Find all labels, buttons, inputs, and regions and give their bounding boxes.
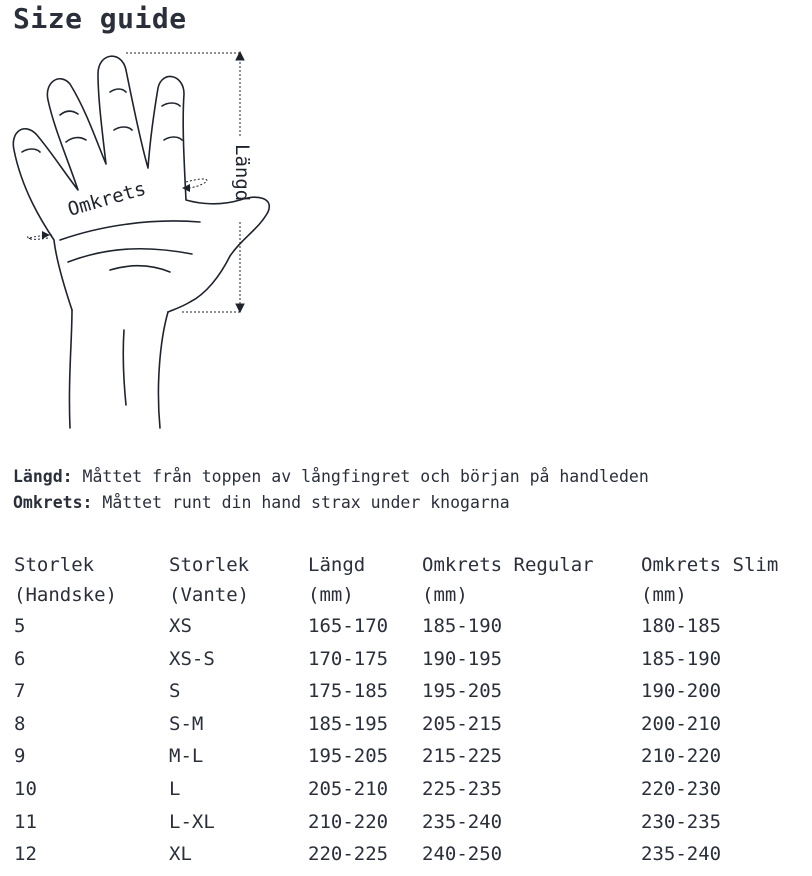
table-cell: 165-170	[308, 615, 389, 637]
page-title: Size guide	[13, 2, 187, 35]
table-cell: 11	[14, 810, 37, 833]
table-row	[14, 675, 801, 708]
definition-term: Omkrets:	[13, 493, 93, 512]
table-cell: L-XL	[169, 810, 215, 833]
table-cell: 185-190	[422, 615, 503, 637]
table-row	[14, 740, 801, 773]
column-header: Storlek (Vante)	[169, 554, 250, 606]
table-cell: 12	[14, 843, 37, 866]
table-cell: M-L	[169, 745, 204, 768]
column-header: Storlek (Handske)	[14, 554, 117, 606]
table-cell: 5	[14, 615, 26, 637]
table-cell: XL	[169, 843, 192, 866]
table-cell: 200-210	[641, 712, 722, 735]
table-cell: 240-250	[422, 843, 503, 866]
table-row	[14, 643, 801, 676]
table-row	[14, 773, 801, 806]
table-cell: 220-230	[641, 777, 722, 800]
table-cell: XS-S	[169, 647, 215, 670]
measurement-definitions	[13, 464, 649, 516]
definition-term: Längd:	[13, 467, 73, 486]
table-cell: 210-220	[308, 810, 389, 833]
table-cell: 230-235	[641, 810, 722, 833]
table-row	[14, 708, 801, 741]
table-cell: S-M	[169, 712, 204, 735]
column-header: Längd (mm)	[308, 554, 366, 606]
table-cell: 6	[14, 647, 26, 670]
definition-length	[13, 464, 649, 490]
table-row	[14, 806, 801, 839]
table-row	[14, 838, 801, 871]
length-label: Längd	[231, 144, 253, 202]
table-cell: S	[169, 680, 181, 703]
table-cell: 195-205	[422, 680, 503, 703]
table-header-row	[14, 550, 801, 610]
table-cell: 10	[14, 777, 37, 800]
table-cell: 225-235	[422, 777, 503, 800]
hand-measurement-diagram	[0, 40, 300, 440]
table-cell: 205-210	[308, 777, 389, 800]
table-row	[14, 610, 801, 643]
table-cell: 210-220	[641, 745, 722, 768]
table-cell: 185-190	[641, 647, 722, 670]
size-table	[14, 550, 801, 871]
table-cell: 235-240	[422, 810, 503, 833]
table-cell: 180-185	[641, 615, 722, 637]
table-cell: 205-215	[422, 712, 503, 735]
table-cell: 170-175	[308, 647, 389, 670]
table-cell: 175-185	[308, 680, 389, 703]
table-cell: 7	[14, 680, 26, 703]
circumference-label: Omkrets	[65, 177, 149, 221]
table-cell: 220-225	[308, 843, 389, 866]
table-cell: XS	[169, 615, 192, 637]
column-header: Omkrets Regular (mm)	[422, 554, 594, 606]
table-cell: 185-195	[308, 712, 389, 735]
table-cell: 235-240	[641, 843, 722, 866]
column-header: Omkrets Slim (mm)	[641, 554, 779, 606]
table-cell: 190-195	[422, 647, 503, 670]
table-cell: 9	[14, 745, 26, 768]
table-cell: L	[169, 777, 181, 800]
table-cell: 215-225	[422, 745, 503, 768]
definition-text: Måttet från toppen av långfingret och början på handleden	[72, 467, 649, 486]
definition-circumference	[13, 490, 649, 516]
hand-illustration	[0, 40, 300, 440]
table-cell: 190-200	[641, 680, 722, 703]
table-cell: 8	[14, 712, 26, 735]
definition-text: Måttet runt din hand strax under knogarna	[92, 493, 510, 512]
table-cell: 195-205	[308, 745, 389, 768]
